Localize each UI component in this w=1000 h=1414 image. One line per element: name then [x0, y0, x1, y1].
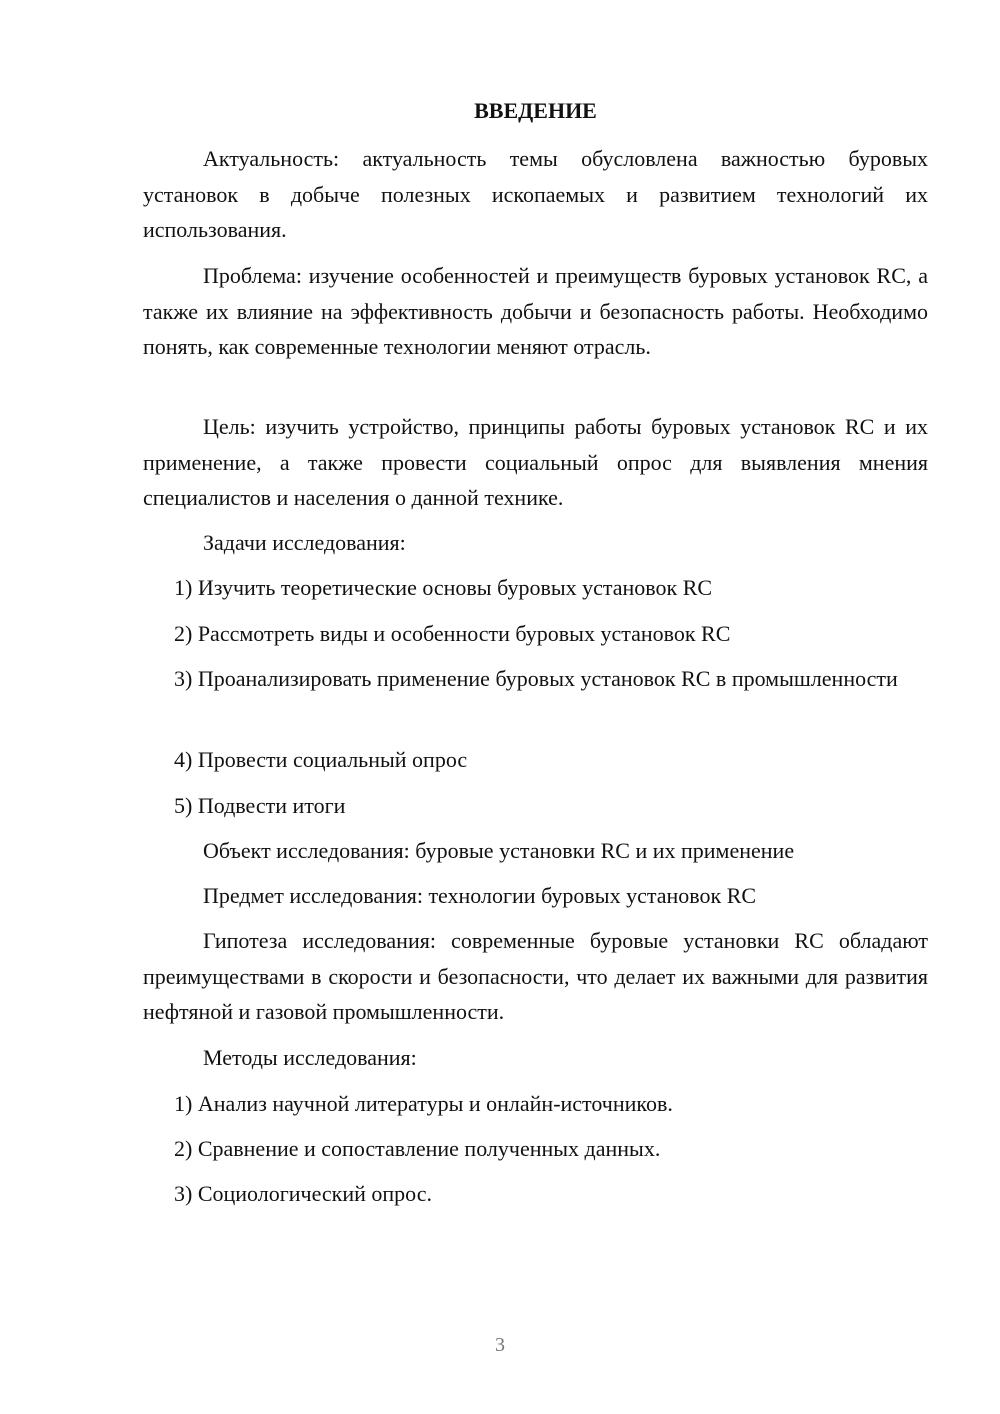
- page-title: ВВЕДЕНИЕ: [474, 98, 597, 123]
- method-item-1: 1) Анализ научной литературы и онлайн-источников.: [174, 1091, 673, 1116]
- hypothesis-paragraph: Гипотеза исследования: современные буровые установки RC обладают преимуществами в скорости и безопасности, что делает их важными для развития нефтяной и газовой промышленности.: [143, 928, 928, 1024]
- task-item-4: 4) Провести социальный опрос: [174, 747, 468, 772]
- task-item-1: 1) Изучить теоретические основы буровых установок RC: [174, 575, 713, 600]
- goal-paragraph: Цель: изучить устройство, принципы работы буровых установок RC и их применение, а также провести социальный опрос для выявления мнения специалистов и населения о данной технике.: [143, 414, 928, 510]
- task-item-3: 3) Проанализировать применение буровых установок RC в промышленности: [174, 666, 898, 691]
- method-item-2: 2) Сравнение и сопоставление полученных данных.: [174, 1136, 661, 1161]
- tasks-heading: Задачи исследования:: [203, 530, 406, 555]
- problem-paragraph: Проблема: изучение особенностей и преимуществ буровых установок RC, а также их влияние на эффективность добычи и безопасность работы. Необходимо понять, как современные технологии меняют отрасль.: [143, 263, 928, 359]
- method-item-3: 3) Социологический опрос.: [174, 1181, 432, 1206]
- relevance-paragraph: Актуальность: актуальность темы обусловлена важностью буровых установок в добыче полезных ископаемых и развитием технологий их использования.: [143, 146, 928, 242]
- page-number: 3: [495, 1334, 505, 1356]
- task-item-5: 5) Подвести итоги: [174, 793, 346, 818]
- task-item-2: 2) Рассмотреть виды и особенности буровых установок RC: [174, 621, 731, 646]
- methods-heading: Методы исследования:: [203, 1045, 417, 1070]
- subject-paragraph: Предмет исследования: технологии буровых установок RC: [203, 883, 757, 908]
- object-paragraph: Объект исследования: буровые установки RC и их применение: [203, 838, 795, 863]
